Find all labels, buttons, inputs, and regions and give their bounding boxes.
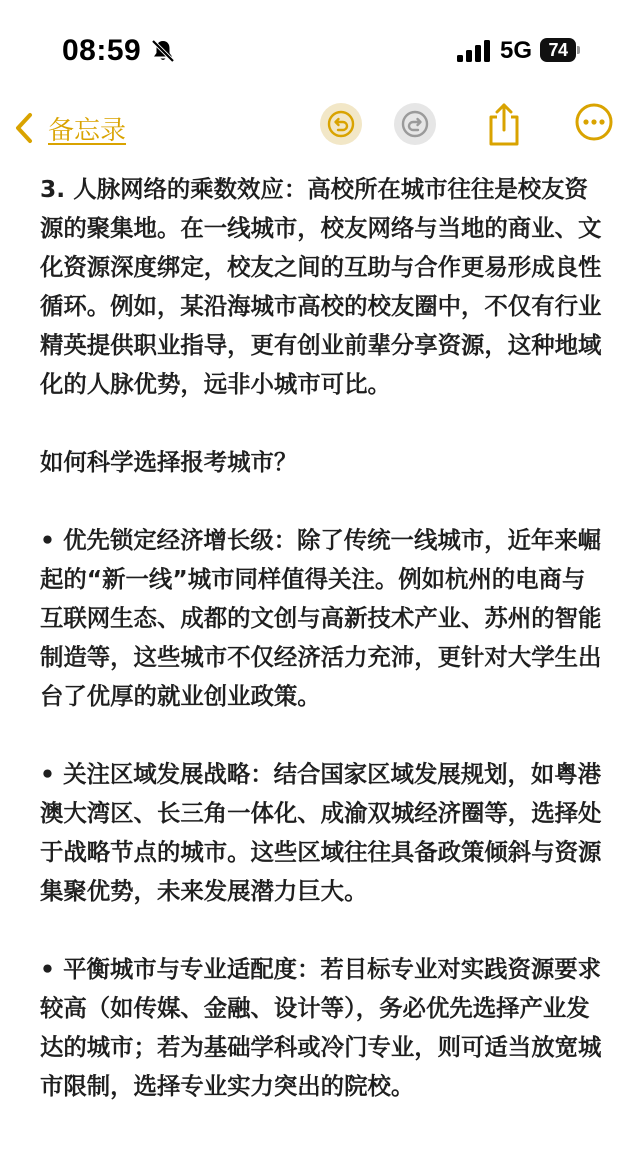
more-icon[interactable] — [574, 102, 614, 142]
paragraph-gap — [40, 482, 606, 521]
redo-button[interactable] — [394, 103, 436, 145]
battery-nub — [577, 46, 580, 54]
note-bullet: • 平衡城市与专业适配度：若目标专业对实践资源要求较高（如传媒、金融、设计等），务必优先选择产业发达的城市；若为基础学科或冷门专业，则可适当放宽城市限制，选择专业实力突出的院校。 — [40, 955, 602, 1100]
note-paragraph: 3. 人脉网络的乘数效应：高校所在城市往往是校友资源的聚集地。在一线城市，校友网络与当地的商业、文化资源深度绑定，校友之间的互助与合作更易形成良性循环。例如，某沿海城市高校的校友圈中，不仅有行业精英提供职业指导，更有创业前辈分享资源，这种地域化的人脉优势，远非小城市可比。 — [40, 175, 602, 398]
share-icon[interactable] — [486, 100, 522, 148]
note-bullet: • 关注区域发展战略：结合国家区域发展规划，如粤港澳大湾区、长三角一体化、成渝双城经济圈等，选择处于战略节点的城市。这些区域往往具备政策倾斜与资源集聚优势，未来发展潜力巨大。 — [40, 760, 602, 905]
back-button[interactable] — [12, 106, 126, 150]
cellular-signal-icon — [457, 40, 493, 62]
note-bullet: • 优先锁定经济增长级：除了传统一线城市，近年来崛起的“新一线”城市同样值得关注。例如杭州的电商与互联网生态、成都的文创与高新技术产业、苏州的智能制造等，这些城市不仅经济活力充沛，更针对大学生出台了优厚的就业创业政策。 — [40, 526, 602, 710]
paragraph-gap — [40, 716, 606, 755]
paragraph-gap — [40, 404, 606, 443]
battery-level: 74 — [540, 38, 576, 62]
navigation-bar — [0, 100, 640, 156]
note-heading: 如何科学选择报考城市？ — [40, 448, 298, 476]
redo-icon — [400, 109, 430, 139]
back-label: 备忘录 — [48, 115, 127, 146]
status-time: 08:59 — [62, 34, 142, 67]
status-bar — [0, 0, 640, 100]
paragraph-gap — [40, 911, 606, 950]
network-type: 5G — [500, 37, 533, 64]
undo-button[interactable] — [320, 103, 362, 145]
note-body[interactable] — [40, 170, 606, 1106]
undo-icon — [326, 109, 356, 139]
bell-slash-icon — [150, 38, 176, 64]
chevron-left-icon — [12, 111, 36, 145]
battery-icon — [540, 38, 580, 62]
